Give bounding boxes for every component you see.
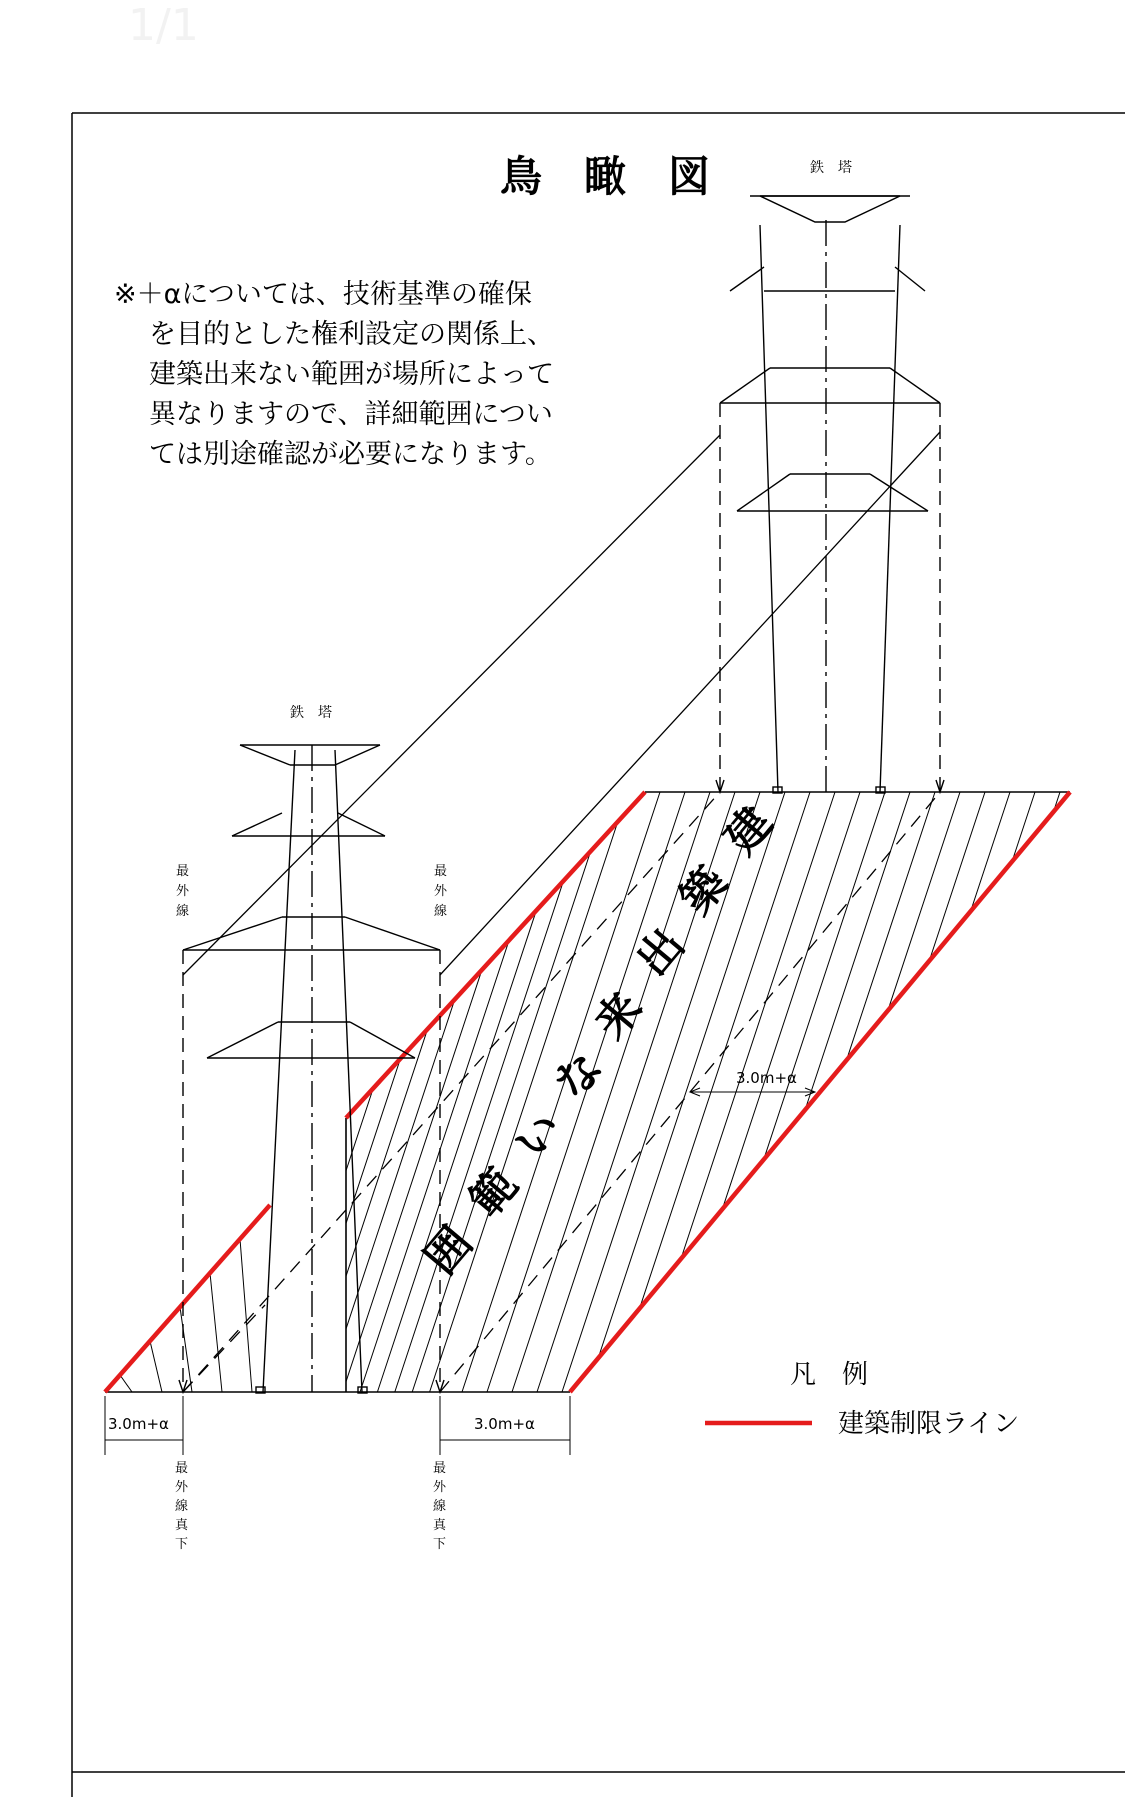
label-char: 線 bbox=[176, 904, 190, 919]
label-char: 最 bbox=[433, 1461, 447, 1476]
zone-char: 範 bbox=[460, 1159, 528, 1226]
hatch-line bbox=[346, 999, 455, 1328]
hatch-line bbox=[210, 1273, 222, 1392]
hatch-line bbox=[377, 911, 536, 1392]
note-line: を目的とした権利設定の関係上、 bbox=[149, 319, 554, 350]
label-char: 線 bbox=[175, 1499, 189, 1514]
near-tower bbox=[179, 745, 444, 1393]
zone-char: 建 bbox=[715, 797, 783, 864]
hatch-line bbox=[846, 792, 935, 1060]
label-char: 下 bbox=[433, 1537, 447, 1552]
label-char: 最 bbox=[175, 1461, 189, 1476]
note bbox=[114, 279, 554, 470]
far-tower bbox=[716, 196, 944, 793]
hatch-line bbox=[346, 1029, 428, 1276]
legend-title: 凡 例 bbox=[790, 1360, 869, 1390]
zone-char: い bbox=[505, 1102, 573, 1169]
label-char: 真 bbox=[433, 1518, 447, 1533]
outer-line-label-left bbox=[176, 864, 190, 919]
label-char: 外 bbox=[433, 1480, 447, 1495]
label-char: 線 bbox=[433, 1499, 447, 1514]
label-char: 下 bbox=[175, 1537, 189, 1552]
zone-char: 出 bbox=[627, 919, 695, 986]
zone-char: 築 bbox=[670, 857, 738, 924]
note-line: ては別途確認が必要になります。 bbox=[149, 439, 552, 470]
zone-char: 囲 bbox=[415, 1217, 483, 1284]
note-line: 建築出来ない範囲が場所によって bbox=[149, 359, 554, 390]
outer-line-below-label-left bbox=[175, 1461, 189, 1552]
tower-label: 鉄 塔 bbox=[290, 705, 332, 721]
dimension-label: 3.0m+α bbox=[736, 1069, 797, 1087]
hatch-line bbox=[150, 1341, 162, 1392]
label-char: 真 bbox=[175, 1518, 189, 1533]
restriction-line bbox=[105, 1205, 270, 1392]
outer-line-label-right bbox=[434, 864, 448, 919]
note-line: ※＋αについては、技術基準の確保 bbox=[114, 279, 532, 310]
hatch-line bbox=[681, 792, 835, 1259]
label-char: 最 bbox=[176, 864, 190, 879]
dimension-label: 3.0m+α bbox=[474, 1415, 535, 1433]
hatch-line bbox=[240, 1239, 252, 1392]
tower-label: 鉄 塔 bbox=[810, 160, 852, 176]
note-line: 異なりますので、詳細範囲につい bbox=[149, 399, 553, 430]
hatch-line bbox=[430, 822, 618, 1392]
hatch-line bbox=[764, 792, 885, 1160]
hatch-line bbox=[120, 1375, 132, 1392]
dimension-label: 3.0m+α bbox=[108, 1415, 169, 1433]
page-indicator: 1/1 bbox=[128, 0, 199, 51]
label-char: 外 bbox=[175, 1480, 189, 1495]
outer-line-below-label-right bbox=[433, 1461, 447, 1552]
page-title: 鳥 瞰 図 bbox=[500, 152, 711, 201]
hatch-line bbox=[805, 792, 910, 1110]
zone-char: 来 bbox=[585, 982, 653, 1049]
hatch-line bbox=[929, 792, 985, 961]
hatch-line bbox=[971, 792, 1010, 911]
label-char: 線 bbox=[434, 904, 448, 919]
label-char: 外 bbox=[176, 884, 190, 899]
legend-item-label: 建築制限ライン bbox=[838, 1409, 1020, 1439]
hatch-line bbox=[180, 1307, 192, 1392]
label-char: 外 bbox=[434, 884, 448, 899]
legend bbox=[705, 1360, 1019, 1439]
restriction-line bbox=[570, 792, 1070, 1392]
zone-char: な bbox=[545, 1042, 613, 1109]
label-char: 最 bbox=[434, 864, 448, 879]
